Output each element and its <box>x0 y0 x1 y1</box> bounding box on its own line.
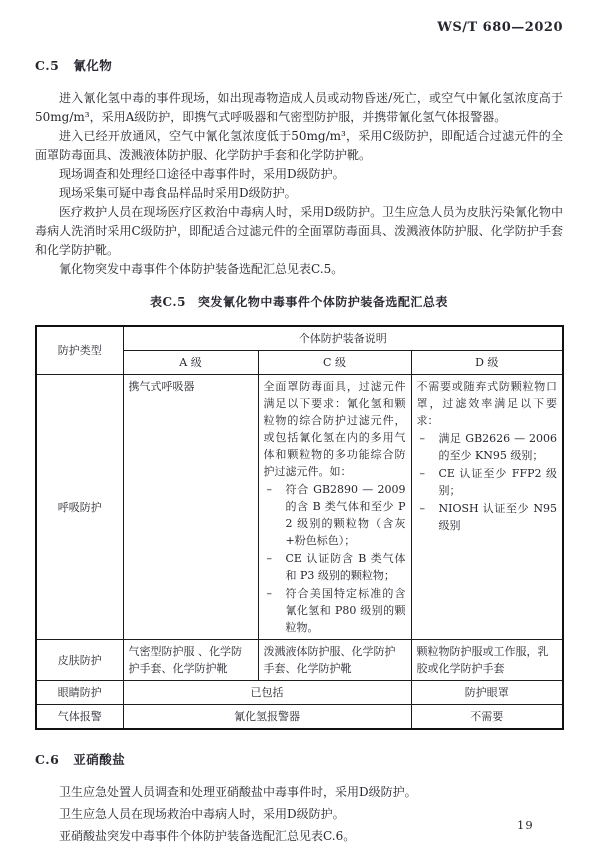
gas-alarm-level-ac-cell: 氰化氢报警器 <box>123 705 411 730</box>
ppe-selection-table <box>35 325 564 730</box>
list-item-text: 符合美国特定标准的含氰化氢和 P80 级别的颗粒物。 <box>285 587 406 634</box>
list-item <box>264 481 406 549</box>
header-level-a: A 级 <box>123 351 258 375</box>
header-protection-type: 防护类型 <box>36 326 123 375</box>
table-row-eye <box>36 681 563 705</box>
table-c5-caption <box>35 293 563 310</box>
table-row-respiratory <box>36 375 563 640</box>
list-item-text: CE 认证至少 FFP2 级别； <box>438 467 558 497</box>
skin-level-d-cell: 颗粒物防护服或工作服，乳胶或化学防护手套 <box>411 640 563 681</box>
table-c5-caption-label: 表C.5 <box>150 295 186 309</box>
table-c5-caption-title: 突发氰化物中毒事件个体防护装备选配汇总表 <box>197 295 448 309</box>
section-c6-title: 亚硝酸盐 <box>73 752 126 767</box>
respiratory-level-d-cell <box>411 375 563 640</box>
header-level-d: D 级 <box>411 351 563 375</box>
list-item-text: 符合 GB2890 — 2009 的含 B 类气体和至少 P2 级别的颗粒物（含灰+粉色标色）； <box>285 483 406 547</box>
respiratory-d-intro: 不需要或随弃式防颗粒物口罩，过滤效率满足以下要求： <box>416 380 558 427</box>
paragraph: 氰化物突发中毒事件个体防护装备选配汇总见表C.5。 <box>59 262 344 276</box>
paragraph: 进入已经开放通风，空气中氰化氢浓度低于50mg/m³，采用C级防护，即配适合过滤元件的全面罩防毒面具、泼溅液体防护服、化学防护手套和化学防护靴。 <box>35 129 563 162</box>
paragraph: 现场采集可疑中毒食品样品时采用D级防护。 <box>59 186 297 200</box>
dash-marker: – <box>419 467 425 480</box>
gas-alarm-label: 气体报警 <box>36 705 123 730</box>
page-number: 19 <box>517 818 534 832</box>
section-c6-number: C.6 <box>35 752 60 767</box>
dash-marker: – <box>419 432 425 445</box>
paragraph: 亚硝酸盐突发中毒事件个体防护装备选配汇总见表C.6。 <box>59 829 356 843</box>
dash-marker: – <box>266 483 272 496</box>
paragraph: 进入氰化氢中毒的事件现场，如出现毒物造成人员或动物昏迷/死亡，或空气中氰化氢浓度高于50mg/m³，采用A级防护，即携气式呼吸器和气密型防护服，并携带氰化氢气体报警器。 <box>35 91 563 124</box>
paragraph: 卫生应急人员在现场救治中毒病人时，采用D级防护。 <box>59 807 345 821</box>
list-item <box>417 465 558 499</box>
respiratory-level-c-cell <box>258 375 411 640</box>
section-c6-heading <box>35 750 563 768</box>
eye-label: 眼睛防护 <box>36 681 123 705</box>
section-c5-heading <box>35 56 563 74</box>
header-level-c: C 级 <box>258 351 411 375</box>
dash-marker: – <box>419 502 425 515</box>
respiratory-level-a-cell: 携气式呼吸器 <box>123 375 258 640</box>
respiratory-label: 呼吸防护 <box>36 375 123 640</box>
table-row-skin <box>36 640 563 681</box>
respiratory-c-intro: 全面罩防毒面具，过滤元件满足以下要求：氰化氢和颗粒物的综合防护过滤元件，或包括氰化氢在内的多用气体和颗粒物的多功能综合防护过滤元件。如： <box>263 380 406 478</box>
table-header-row-1 <box>36 326 563 351</box>
paragraph: 卫生应急处置人员调查和处理亚硝酸盐中毒事件时，采用D级防护。 <box>59 785 417 799</box>
section-c5-number: C.5 <box>35 58 60 73</box>
list-item <box>417 430 558 464</box>
list-item-text: CE 认证防含 B 类气体和 P3 级别的颗粒物； <box>285 552 406 582</box>
eye-level-d-cell: 防护眼罩 <box>411 681 563 705</box>
skin-level-c-cell: 泼溅液体防护服、化学防护手套、化学防护靴 <box>258 640 411 681</box>
skin-level-a-cell: 气密型防护服 、化学防护手套、化学防护靴 <box>123 640 258 681</box>
list-item <box>264 550 406 584</box>
document-code: WS/T 680—2020 <box>437 20 563 35</box>
skin-label: 皮肤防护 <box>36 640 123 681</box>
list-item <box>417 500 558 534</box>
header-equipment-description: 个体防护装备说明 <box>123 326 563 351</box>
gas-alarm-level-d-cell: 不需要 <box>411 705 563 730</box>
list-item-text: 满足 GB2626 — 2006 的至少 KN95 级别； <box>438 432 558 462</box>
list-item <box>264 585 406 636</box>
section-c5-title: 氰化物 <box>73 58 113 73</box>
paragraph: 医疗救护人员在现场医疗区救治中毒病人时，采用D级防护。卫生应急人员为皮肤污染氰化物中毒病人洗消时采用C级防护，即配适合过滤元件的全面罩防毒面具、泼溅液体防护服、化学防护手套和化学防护靴。 <box>35 205 563 257</box>
list-item-text: NIOSH 认证至少 N95 级别 <box>438 502 558 532</box>
eye-level-ac-cell: 已包括 <box>123 681 411 705</box>
dash-marker: – <box>266 587 272 600</box>
paragraph: 现场调查和处理经口途径中毒事件时，采用D级防护。 <box>59 167 345 181</box>
table-row-gas-alarm <box>36 705 563 730</box>
dash-marker: – <box>266 552 272 565</box>
